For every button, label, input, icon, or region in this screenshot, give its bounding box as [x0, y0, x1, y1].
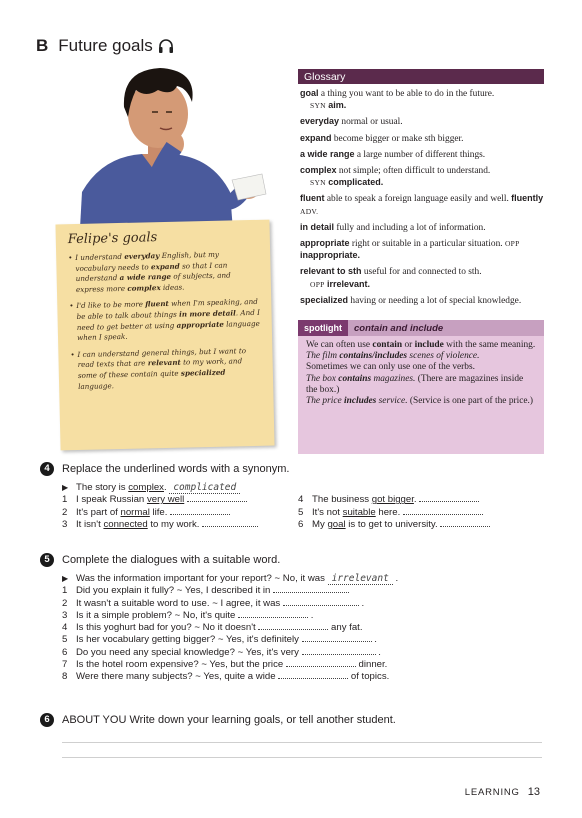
- glossary-entry-everyday: everyday normal or usual.: [300, 116, 403, 128]
- answer-field[interactable]: [258, 622, 328, 630]
- exercise-item: 5 It's not suitable here.: [298, 507, 490, 519]
- exercise-item: 6 Do you need any special knowledge? ~ Yes, it's very .: [62, 646, 381, 658]
- glossary-panel: [298, 69, 544, 311]
- exercise-6: [42, 713, 542, 729]
- exercise-item: 7 Is the hotel room expensive? ~ Yes, but the price dinner.: [62, 659, 388, 671]
- exercise-item: 4 The business got bigger.: [298, 494, 490, 506]
- answer-field[interactable]: [278, 671, 348, 679]
- answer-field[interactable]: [302, 634, 372, 642]
- spotlight-body: We can often use contain or include with the same meaning. The film contains/includes scenes of violence. Sometimes we can only use one of the verbs. The box contains magazines. (There are magazines inside the box.) The price includes service. (Service is one part of the price.): [306, 340, 536, 407]
- example-row: ▶ Was the information important for your report? ~ No, it was irrelevant .: [62, 573, 399, 584]
- glossary-entry-expand: expand become bigger or make sth bigger.: [300, 132, 464, 144]
- note-item: • I understand everyday English, but my vocabulary needs to expand so that I can understand a wide range of subjects, and express more complex ideas.: [68, 249, 261, 296]
- felipes-goals-note: [55, 220, 274, 451]
- answer-field[interactable]: complicated: [169, 482, 240, 494]
- answer-field[interactable]: [403, 507, 483, 515]
- spotlight-header: [298, 320, 544, 336]
- exercise-item: 3 Is it a simple problem? ~ No, it's quite .: [62, 609, 314, 621]
- exercise-item: 5 Is her vocabulary getting bigger? ~ Yes, it's definitely .: [62, 634, 377, 646]
- answer-field[interactable]: [286, 659, 356, 667]
- note-title: Felipe's goals: [67, 230, 158, 248]
- answer-field[interactable]: [238, 610, 308, 618]
- section-title: Future goals: [58, 36, 153, 55]
- glossary-entry-goal: goal a thing you want to be able to do in the future. SYN aim.: [300, 88, 495, 111]
- spotlight-box: [298, 320, 544, 454]
- note-item: • I'd like to be more fluent when I'm speaking, and be able to talk about things in more detail. And I need to get better at using appropriate language when I speak.: [69, 297, 262, 344]
- glossary-entry-wide-range: a wide range a large number of different things.: [300, 148, 486, 160]
- exercise-item: 2 It's part of normal life.: [62, 507, 258, 519]
- section-letter: B: [36, 36, 49, 55]
- exercise-heading: Complete the dialogues with a suitable word.: [62, 554, 281, 566]
- glossary-entry-relevant: relevant to sth useful for and connected to sth. OPP irrelevant.: [300, 266, 482, 289]
- answer-field[interactable]: [419, 494, 479, 502]
- page-number: 13: [527, 786, 540, 798]
- answer-field[interactable]: [273, 585, 349, 593]
- answer-field[interactable]: [283, 598, 359, 606]
- exercise-number: 5: [40, 553, 54, 567]
- glossary-entry-appropriate: appropriate right or suitable in a particular situation. OPP inappropriate.: [300, 238, 520, 261]
- exercise-5: [42, 553, 542, 684]
- answer-field[interactable]: [440, 519, 490, 527]
- exercise-number: 4: [40, 462, 54, 476]
- answer-field[interactable]: [187, 494, 247, 502]
- answer-field[interactable]: [302, 647, 376, 655]
- exercise-item: 1 I speak Russian very well: [62, 494, 258, 506]
- exercise-item: 6 My goal is to get to university.: [298, 519, 490, 531]
- glossary-heading: Glossary: [298, 69, 544, 84]
- example-row: ▶ The story is complex. complicated: [62, 482, 542, 494]
- writing-line[interactable]: [62, 742, 542, 743]
- glossary-entry-in-detail: in detail fully and including a lot of information.: [300, 221, 486, 233]
- note-item: • I can understand general things, but I want to read texts that are relevant to my work, and some of these contain quite specialized language.: [70, 346, 263, 393]
- glossary-entry-fluent: fluent able to speak a foreign language easily and well. fluently ADV.: [300, 193, 544, 216]
- answer-field[interactable]: [170, 507, 230, 515]
- exercise-item: 3 It isn't connected to my work.: [62, 519, 258, 531]
- note-list: [68, 249, 263, 392]
- exercise-number: 6: [40, 713, 54, 727]
- answer-field[interactable]: [202, 519, 258, 527]
- headphones-icon: [158, 38, 174, 54]
- exercise-item: 2 It wasn't a suitable word to use. ~ I agree, it was .: [62, 597, 365, 609]
- section-heading: [36, 36, 174, 56]
- exercise-4: [42, 462, 542, 534]
- writing-line[interactable]: [62, 757, 542, 758]
- page-footer: [465, 786, 540, 798]
- answer-field[interactable]: irrelevant: [328, 573, 393, 585]
- exercise-item: 4 Is this yoghurt bad for you? ~ No it doesn't any fat.: [62, 622, 363, 634]
- spotlight-title: contain and include: [354, 322, 444, 334]
- spotlight-tag: spotlight: [298, 320, 348, 336]
- glossary-entry-specialized: specialized having or needing a lot of special knowledge.: [300, 294, 522, 306]
- exercise-heading: ABOUT YOU Write down your learning goals, or tell another student.: [62, 714, 396, 726]
- glossary-entry-complex: complex not simple; often difficult to understand. SYN complicated.: [300, 165, 491, 188]
- exercise-item: 1 Did you explain it fully? ~ Yes, I described it in: [62, 585, 542, 597]
- footer-label: LEARNING: [464, 787, 520, 798]
- exercise-item: 8 Were there many subjects? ~ Yes, quite a wide of topics.: [62, 671, 390, 683]
- exercise-heading: Replace the underlined words with a synonym.: [62, 463, 290, 475]
